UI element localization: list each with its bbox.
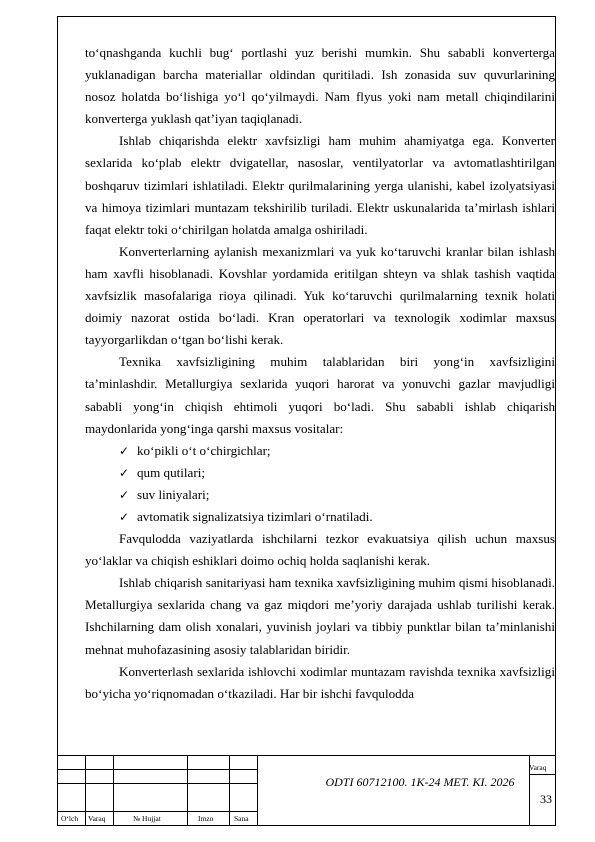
title-block-divider: [229, 755, 230, 826]
paragraph: Konverterlarning aylanish mexanizmlari va yuk ko‘taruvchi kranlar bilan ishlash ham xavfli hisoblanadi. Kovshlar yordamida eritilgan shteyn va shlak tashish vaqtida xavfsizlik masofalariga rioya qilinadi. Yuk ko‘taruvchi qurilmalarning texnik holati doimiy nazorat ostida bo‘ladi. Kran operatorlari va texnologik xodimlar maxsus tayyorgarlikdan o‘tgan bo‘lishi kerak.: [85, 243, 555, 348]
sheet-cell-line: [529, 774, 556, 775]
title-block-divider: [85, 755, 86, 826]
col-label-varaq: Varaq: [88, 814, 106, 823]
list-item-text: ko‘pikli o‘t o‘chirgichlar;: [137, 442, 271, 458]
list-item: [85, 440, 555, 462]
checkmark-icon: ✓: [119, 443, 130, 458]
title-block-top-line: [57, 755, 556, 756]
title-block-line: [57, 783, 257, 784]
title-block: [57, 755, 556, 826]
document-body: [85, 42, 555, 705]
checkmark-icon: ✓: [119, 509, 130, 524]
col-label-hujjat: № Hujjat: [133, 814, 161, 823]
list-item: [85, 462, 555, 484]
checkmark-icon: ✓: [119, 465, 130, 480]
checkmark-icon: ✓: [119, 487, 130, 502]
paragraph: to‘qnashganda kuchli bug‘ portlashi yuz berishi mumkin. Shu sababli konverterga yuklanadigan barcha materiallar oldindan quritiladi. Ish zonasida suv quvurlarining nosoz holatda bo‘lishiga yo‘l qo‘yilmaydi. Nam flyus yoki nam metall chiqindilarini konverterga yuklash qat’iyan taqiqlanadi.: [85, 45, 555, 127]
document-code: ODTI 60712100. 1K-24 MET. KI. 2026: [325, 775, 515, 789]
paragraph: Konverterlash sexlarida ishlovchi xodimlar muntazam ravishda texnika xavfsizligi bo‘yicha yo‘riqnomadan o‘tkaziladi. Har bir ishchi favqulodda: [85, 663, 555, 701]
list-item-text: qum qutilari;: [137, 464, 206, 480]
checklist: [85, 440, 555, 528]
col-label-imzo: Imzo: [198, 814, 214, 823]
col-label-sana: Sana: [234, 814, 249, 823]
sheet-number: 33: [540, 792, 552, 806]
title-block-line: [57, 811, 257, 812]
paragraph: Ishlab chiqarish sanitariyasi ham texnika xavfsizligining muhim qismi hisoblanadi. Metallurgiya sexlarida chang va gaz miqdori me’yoriy darajada ushlab turilishi kerak. Ishchilarning dam olish xonalari, yuvinish joylari va tibbiy punktlar bilan ta’minlanishi mehnat muhofazasining asosiy talablaridan biridir.: [85, 575, 555, 657]
title-block-line: [57, 769, 257, 770]
paragraph: Favqulodda vaziyatlarda ishchilarni tezkor evakuatsiya qilish uchun maxsus yo‘laklar va chiqish eshiklari doimo ochiq holda saqlanishi kerak.: [85, 531, 555, 569]
list-item-text: suv liniyalari;: [137, 486, 210, 502]
title-block-divider: [187, 755, 188, 826]
list-item: [85, 484, 555, 506]
col-label-olch: O‘lch: [61, 814, 79, 823]
sheet-label: Varaq: [529, 763, 547, 772]
list-item-text: avtomatik signalizatsiya tizimlari o‘rnatiladi.: [137, 508, 373, 524]
paragraph: Ishlab chiqarishda elektr xavfsizligi ham muhim ahamiyatga ega. Konverter sexlarida ko‘plab elektr dvigatellar, nasoslar, ventilyatorlar va avtomatlashtirilgan boshqaruv tizimlari ishlatiladi. Elektr qurilmalarining yerga ulanishi, kabel izolyatsiyasi va himoya tizimlari muntazam tekshirilib turiladi. Elektr uskunalarida ta’mirlash ishlari faqat elektr toki o‘chirilgan holatda amalga oshiriladi.: [85, 133, 555, 237]
title-block-divider: [113, 755, 114, 826]
paragraph: Texnika xavfsizligining muhim talablaridan biri yong‘in xavfsizligini ta’minlashdir. Metallurgiya sexlarida yuqori harorat va yonuvchi gazlar mavjudligi sababli yong‘in chiqish ehtimoli yuqori bo‘ladi. Shu sababli ishlab chiqarish maydonlarida yong‘inga qarshi maxsus vositalar:: [85, 354, 555, 436]
title-block-divider: [257, 755, 258, 826]
list-item: [85, 506, 555, 528]
